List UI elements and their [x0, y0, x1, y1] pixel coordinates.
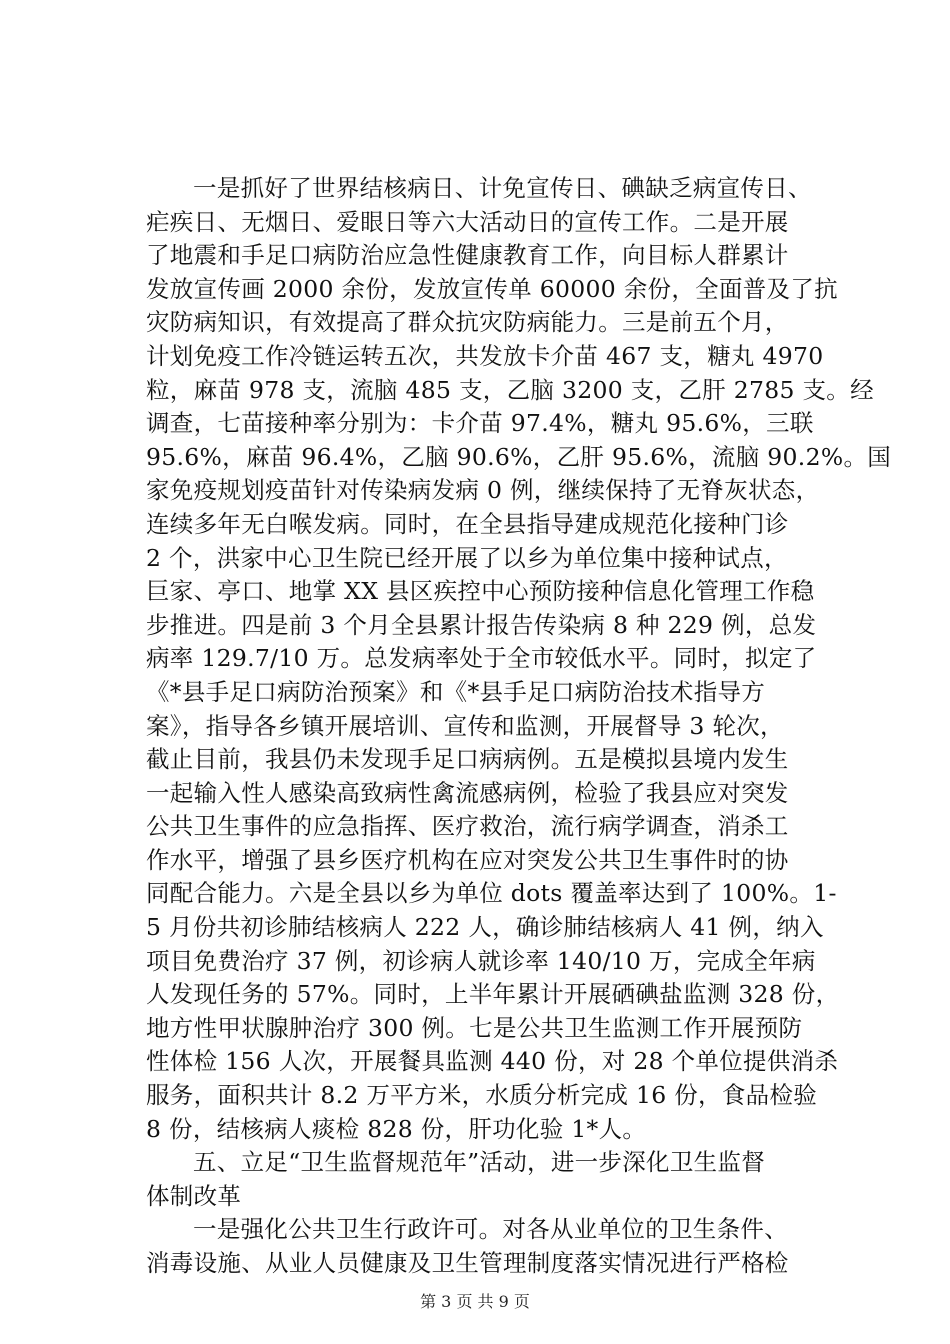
text-line: 性体检 156 人次，开展餐具监测 440 份，对 28 个单位提供消杀	[146, 1047, 839, 1076]
text-line: 消毒设施、从业人员健康及卫生管理制度落实情况进行严格检	[146, 1249, 789, 1277]
text-line: 了地震和手足口病防治应急性健康教育工作，向目标人群累计	[146, 241, 789, 270]
text-line: 一是抓好了世界结核病日、计免宣传日、碘缺乏病宣传日、	[193, 174, 812, 202]
text-line: 作水平，增强了县乡医疗机构在应对突发公共卫生事件时的协	[146, 845, 789, 874]
text-line: 一是强化公共卫生行政许可。对各从业单位的卫生条件、	[193, 1215, 788, 1244]
text-line: 连续多年无白喉发病。同时，在全县指导建成规范化接种门诊	[146, 509, 789, 538]
text-line: 95.6%，麻苗 96.4%，乙脑 90.6%，乙肝 95.6%，流脑 90.2%。国	[146, 442, 892, 471]
text-line: 家免疫规划疫苗针对传染病发病 0 例，继续保持了无脊灰状态，	[146, 476, 820, 505]
text-line: 公共卫生事件的应急指挥、医疗救治，流行病学调查，消杀工	[146, 812, 789, 841]
text-line: 5 月份共初诊肺结核病人 222 人，确诊肺结核病人 41 例，纳入	[146, 913, 824, 942]
section-heading: 五、立足“卫生监督规范年”活动，进一步深化卫生监督	[193, 1148, 766, 1177]
text-line: 地方性甲状腺肿治疗 300 例。七是公共卫生监测工作开展预防	[146, 1013, 803, 1042]
text-line: 巨家、亭口、地掌 XX 县区疾控中心预防接种信息化管理工作稳	[146, 577, 815, 606]
page-number-footer: 第 3 页 共 9 页	[420, 1292, 530, 1311]
text-line: 一起输入性人感染高致病性禽流感病例，检验了我县应对突发	[146, 778, 789, 807]
text-line: 案》，指导各乡镇开展培训、宣传和监测，开展督导 3 轮次，	[146, 711, 784, 740]
body-text	[146, 172, 892, 1281]
text-line: 服务，面积共计 8.2 万平方米，水质分析完成 16 份，食品检验	[146, 1081, 818, 1110]
text-line: 病率 129.7/10 万。总发病率处于全市较低水平。同时，拟定了	[146, 644, 817, 673]
text-line: 8 份，结核病人痰检 828 份，肝功化验 1*人。	[146, 1114, 647, 1143]
text-line: 发放宣传画 2000 余份，发放宣传单 60000 余份，全面普及了抗	[146, 274, 838, 303]
text-line: 步推进。四是前 3 个月全县累计报告传染病 8 种 229 例，总发	[146, 610, 817, 639]
text-line: 截止目前，我县仍未发现手足口病病例。五是模拟县境内发生	[146, 745, 789, 774]
text-line: 《*县手足口病防治预案》和《*县手足口病防治技术指导方	[146, 677, 766, 706]
text-line: 计划免疫工作冷链运转五次，共发放卡介苗 467 支，糖丸 4970	[146, 341, 824, 370]
text-line: 人发现任务的 57%。同时，上半年累计开展硒碘盐监测 328 份，	[146, 980, 840, 1009]
text-line: 疟疾日、无烟日、爱眼日等六大活动日的宣传工作。二是开展	[146, 207, 789, 236]
text-line: 项目免费治疗 37 例，初诊病人就诊率 140/10 万，完成全年病	[146, 946, 816, 975]
section-heading-continued: 体制改革	[146, 1181, 242, 1210]
text-line: 2 个，洪家中心卫生院已经开展了以乡为单位集中接种试点，	[146, 543, 788, 572]
text-line: 灾防病知识，有效提高了群众抗灾防病能力。三是前五个月，	[146, 308, 789, 337]
text-line: 调查，七苗接种率分别为：卡介苗 97.4%，糖丸 95.6%，三联	[146, 409, 814, 438]
text-line: 同配合能力。六是全县以乡为单位 dots 覆盖率达到了 100%。1-	[146, 879, 837, 908]
text-line: 粒，麻苗 978 支，流脑 485 支，乙脑 3200 支，乙肝 2785 支。经	[146, 375, 874, 404]
